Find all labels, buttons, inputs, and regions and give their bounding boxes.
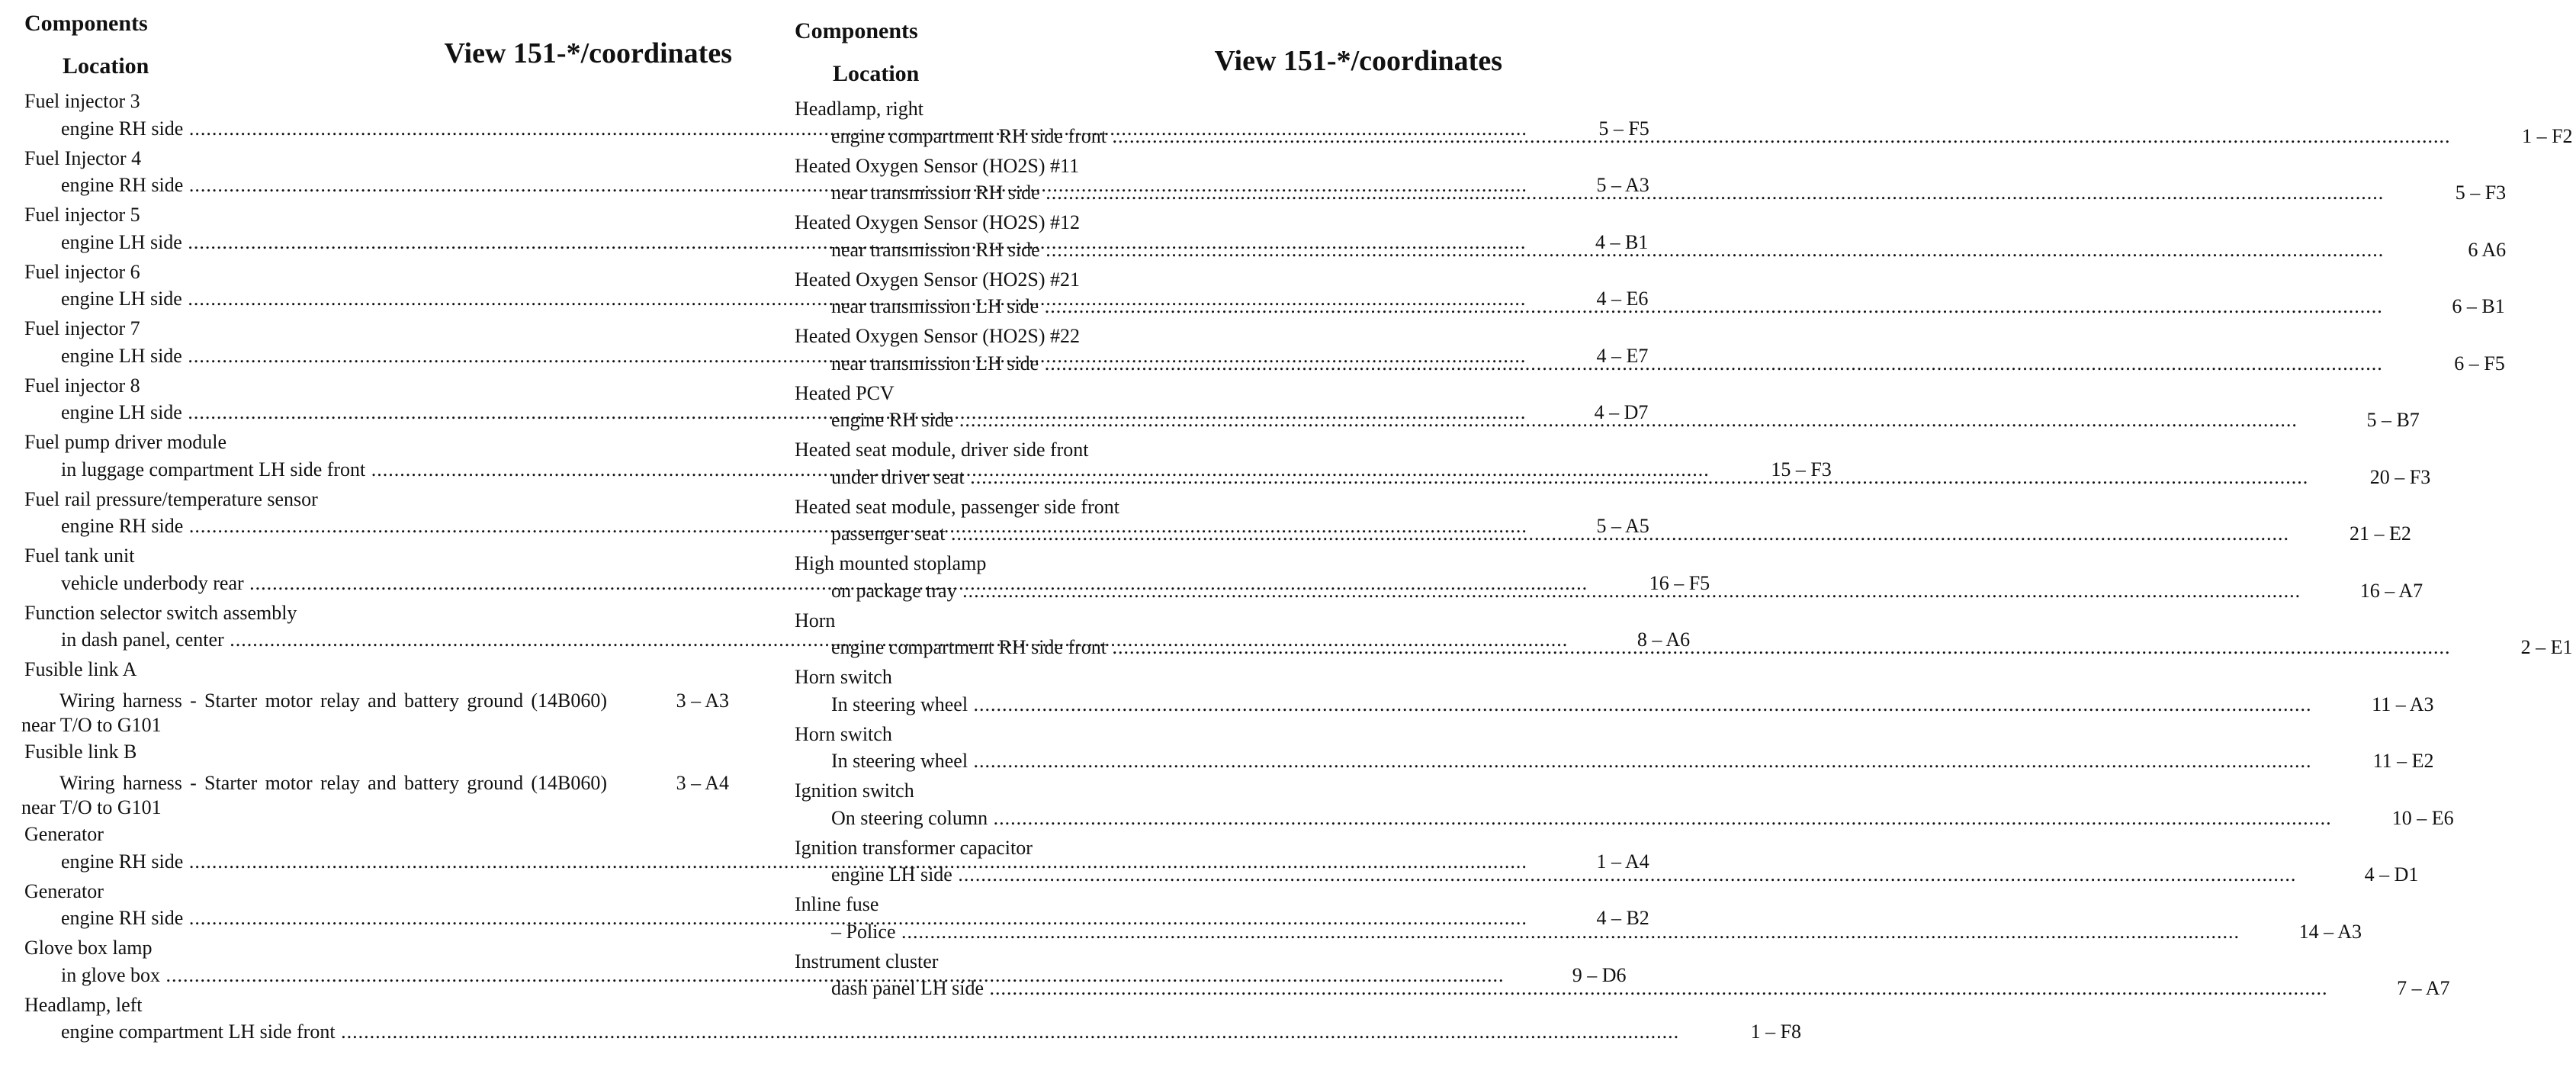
location-row [15, 1020, 1802, 1044]
view-coordinate: 4 – D1 [2364, 863, 2419, 886]
view-coordinate: 6 A6 [2468, 238, 2507, 261]
view-coordinate: 5 – A3 [1596, 174, 1649, 196]
component-name: Headlamp, right [795, 98, 923, 120]
location-row [15, 771, 732, 820]
component-location: near transmission RH side ..... [785, 238, 2384, 262]
component-name: Fuel Injector 4 [24, 146, 142, 169]
component-name: High mounted stoplamp [795, 552, 987, 574]
component-name: Heated Oxygen Sensor (HO2S) #12 [795, 211, 1081, 233]
component-location: engine compartment LH side front ..... [15, 1020, 1679, 1044]
component-name: Heated Oxygen Sensor (HO2S) #21 [795, 268, 1081, 291]
component-name: Function selector switch assembly [24, 601, 297, 624]
view-coordinate: 8 – A6 [1636, 628, 1691, 651]
location-row [785, 693, 2434, 717]
location-row [785, 863, 2419, 887]
component-name: Generator [24, 879, 104, 902]
view-coordinate: 5 – B7 [2366, 409, 2420, 431]
location-row [785, 920, 2362, 944]
component-name: Fusible link B [24, 741, 137, 763]
components-heading: Components [24, 11, 148, 36]
component-name: Fuel injector 8 [24, 374, 140, 397]
view-coordinates-heading: View 151-*/coordinates [444, 37, 732, 69]
location-heading: Location [63, 53, 149, 79]
component-name: Ignition switch [795, 779, 914, 802]
view-coordinate: 11 – E2 [2372, 750, 2434, 772]
component-name: Heated Oxygen Sensor (HO2S) #11 [795, 154, 1080, 177]
component-location: vehicle underbody rear ..... [15, 571, 1588, 596]
view-coordinate: 1 – F2 [2522, 124, 2573, 147]
component-location: near transmission RH side ..... [785, 181, 2384, 205]
view-coordinate: 3 – A3 [676, 689, 729, 712]
component-name: Horn [795, 609, 836, 632]
view-coordinate: 1 – F8 [1750, 1021, 1802, 1043]
view-coordinate: 15 – F3 [1771, 458, 1832, 481]
component-name: Heated PCV [795, 381, 895, 404]
view-coordinate: 16 – F5 [1649, 571, 1710, 594]
component-name: Instrument cluster [795, 950, 939, 972]
location-row [15, 689, 732, 738]
component-location: in glove box ..... [15, 963, 1505, 988]
view-coordinate: 3 – A4 [676, 772, 729, 794]
component-location: engine RH side ..... [785, 408, 2298, 432]
component-location: on package tray ..... [785, 579, 2301, 603]
component-name: Headlamp, left [24, 993, 143, 1016]
location-heading: Location [833, 61, 920, 86]
component-name: Fuel rail pressure/temperature sensor [24, 487, 318, 510]
view-coordinates-heading: View 151-*/coordinates [1214, 45, 1502, 77]
view-coordinate: 4 – E6 [1596, 288, 1649, 310]
component-name: Glove box lamp [24, 937, 153, 959]
component-name: Heated seat module, driver side front [795, 439, 1089, 461]
view-coordinate: 16 – A7 [2359, 579, 2423, 602]
view-coordinate: 10 – E6 [2391, 806, 2454, 829]
component-name: Fuel injector 6 [24, 260, 140, 283]
component-location: in dash panel, center ..... [15, 628, 1568, 652]
component-location: engine LH side ..... [785, 863, 2296, 887]
component-location: in luggage compartment LH side front ..... [15, 458, 1710, 482]
view-coordinate: 6 – F5 [2454, 352, 2505, 374]
component-name: Ignition transformer capacitor [795, 836, 1033, 859]
view-coordinate: 20 – F3 [2369, 465, 2431, 488]
component-location: Wiring harness - Starter motor relay and battery ground (14B060) near T/O to G101 [21, 689, 607, 736]
component-location: engine RH side ..... [15, 117, 1527, 141]
component-name: Fuel injector 3 [24, 90, 140, 112]
component-location: In steering wheel ..... [785, 749, 2312, 773]
component-location: engine RH side ..... [15, 514, 1527, 538]
components-heading: Components [795, 18, 918, 43]
component-location: near transmission LH side ..... [785, 294, 2383, 319]
component-entry [15, 739, 732, 821]
component-location: engine LH side ..... [15, 287, 1526, 311]
view-coordinate: 1 – A4 [1596, 850, 1649, 873]
component-location: passenger seat ..... [785, 522, 2289, 546]
component-name: Fuel tank unit [24, 545, 135, 567]
view-coordinate: 6 – B1 [2452, 295, 2505, 317]
component-location: engine compartment RH side front ..... [785, 635, 2451, 660]
location-row [785, 749, 2434, 773]
view-coordinate: 4 – B2 [1596, 907, 1649, 929]
component-name: Heated seat module, passenger side front [795, 495, 1119, 518]
component-entry [15, 992, 1802, 1049]
view-coordinate: 5 – F3 [2455, 182, 2507, 204]
component-location: engine RH side ..... [15, 906, 1527, 931]
component-name: Fuel pump driver module [24, 431, 227, 453]
component-location: engine LH side ..... [15, 344, 1526, 368]
view-coordinate: 11 – A3 [2372, 693, 2434, 715]
component-location: under driver seat ..... [785, 465, 2308, 490]
component-name: Heated Oxygen Sensor (HO2S) #22 [795, 325, 1081, 347]
view-coordinate: 14 – A3 [2298, 920, 2362, 943]
component-location: engine RH side ..... [15, 850, 1527, 874]
view-coordinate: 4 – B1 [1595, 230, 1649, 253]
component-location: dash panel LH side ..... [785, 976, 2328, 1001]
component-location: engine compartment RH side front ..... [785, 124, 2451, 149]
view-coordinate: 21 – E2 [2350, 522, 2411, 545]
component-location: engine RH side ..... [15, 173, 1527, 198]
view-coordinate: 5 – F5 [1598, 117, 1649, 140]
component-location: engine LH side ..... [15, 400, 1526, 425]
view-coordinate: 5 – A5 [1596, 515, 1649, 537]
component-name: Fuel injector 7 [24, 317, 140, 339]
component-entry [785, 664, 2434, 722]
view-coordinate: 9 – D6 [1572, 963, 1627, 986]
view-coordinate: 4 – D7 [1594, 401, 1649, 423]
component-location: In steering wheel ..... [785, 693, 2312, 717]
component-entry [785, 778, 2454, 835]
component-entry [785, 722, 2434, 779]
component-location: near transmission LH side ..... [785, 352, 2383, 376]
location-row [785, 806, 2454, 831]
component-name: Generator [24, 823, 104, 845]
component-name: Fuel injector 5 [24, 204, 140, 226]
component-location: – Police ..... [785, 920, 2240, 944]
component-name: Horn switch [795, 666, 892, 688]
component-name: Inline fuse [795, 893, 879, 915]
component-name: Horn switch [795, 722, 892, 745]
component-name: Fusible link A [24, 658, 137, 680]
component-location: On steering column ..... [785, 806, 2332, 831]
view-coordinate: 7 – A7 [2397, 977, 2450, 999]
view-coordinate: 4 – E7 [1596, 344, 1649, 367]
location-row [15, 906, 1649, 931]
component-location: Wiring harness - Starter motor relay and battery ground (14B060) near T/O to G101 [21, 772, 607, 818]
location-row [15, 850, 1649, 874]
view-coordinate: 2 – E1 [2520, 636, 2573, 658]
component-entry [15, 657, 732, 739]
location-row [785, 976, 2450, 1001]
component-location: engine LH side ..... [15, 230, 1526, 255]
